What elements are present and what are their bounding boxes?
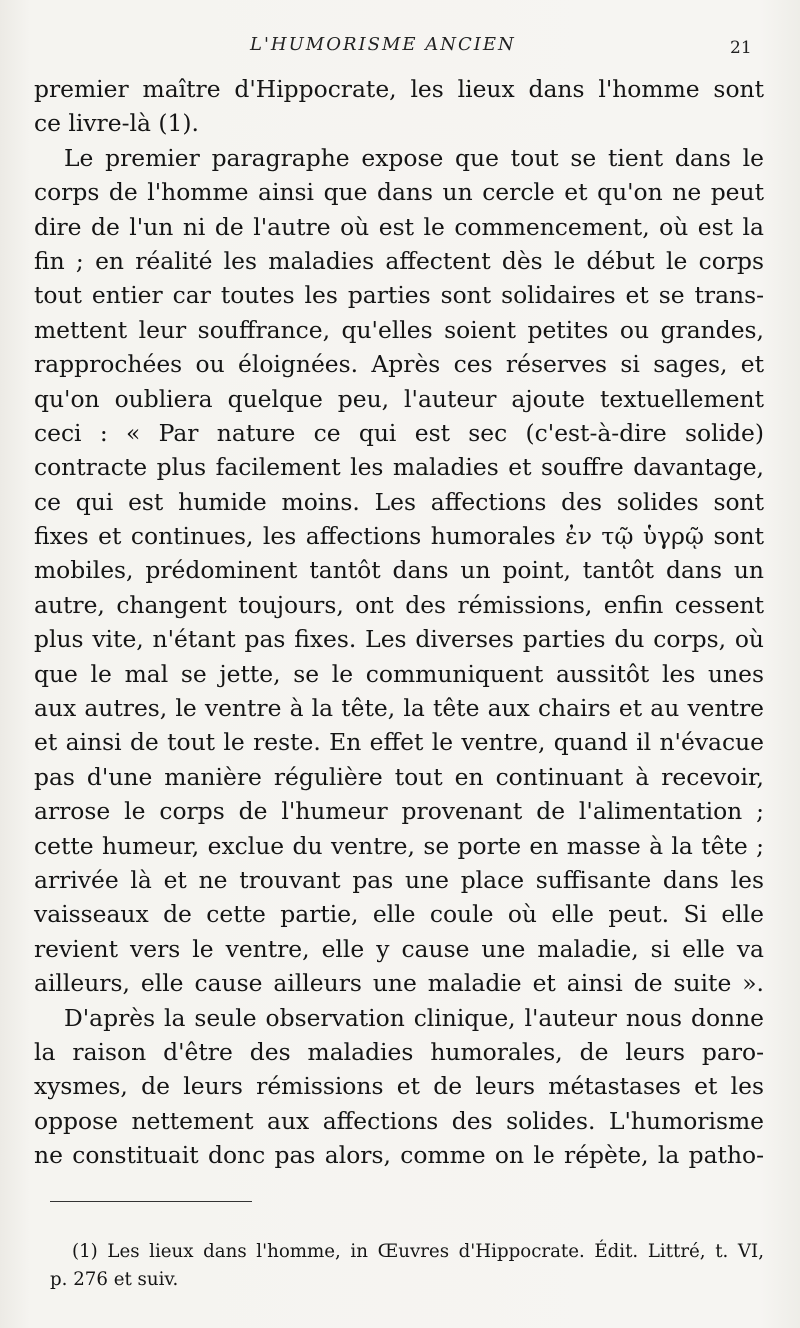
text-line: que le mal se jette, se le communiquent aussitôt les unes (34, 659, 764, 688)
text-line: et ainsi de tout le reste. En effet le ventre, quand il n'évacue (34, 728, 764, 757)
text-line: xysmes, de leurs rémissions et de leurs métastases et les (34, 1072, 764, 1101)
text-line: la raison d'être des maladies humorales, de leurs paro- (34, 1037, 764, 1066)
text-line: arrose le corps de l'humeur provenant de l'alimentation ; (34, 797, 764, 826)
text-line: ceci : « Par nature ce qui est sec (c'est-à-dire solide) (34, 418, 764, 447)
text-line: fixes et continues, les affections humorales ἐν τῷ ὑγρῷ sont (34, 522, 764, 551)
text-line: contracte plus facilement les maladies et souffre davantage, (34, 453, 764, 482)
text-line: tout entier car toutes les parties sont solidaires et se trans- (34, 281, 764, 310)
text-line: Le premier paragraphe expose que tout se tient dans le (64, 143, 764, 172)
text-line: qu'on oubliera quelque peu, l'auteur ajoute textuellement (34, 384, 764, 413)
text-line: revient vers le ventre, elle y cause une maladie, si elle va (34, 934, 764, 963)
footnotes (50, 1238, 764, 1294)
text-line: vaisseaux de cette partie, elle coule où elle peut. Si elle (34, 900, 764, 929)
text-line: arrivée là et ne trouvant pas une place suffisante dans les (34, 865, 764, 894)
text-line: mobiles, prédominent tantôt dans un point, tantôt dans un (34, 556, 764, 585)
page-number: 21 (730, 38, 752, 58)
text-line: ce qui est humide moins. Les affections des solides sont (34, 487, 764, 516)
running-head: L'HUMORISME ANCIEN (250, 34, 516, 55)
text-line: rapprochées ou éloignées. Après ces réserves si sages, et (34, 350, 764, 379)
text-line: premier maître d'Hippocrate, les lieux dans l'homme sont (34, 75, 764, 103)
text-line: pas d'une manière régulière tout en continuant à recevoir, (34, 762, 764, 791)
text-line: mettent leur souffrance, qu'elles soient petites ou grandes, (34, 315, 764, 344)
text-line: D'après la seule observation clinique, l'auteur nous donne (64, 1003, 764, 1032)
text-line: dire de l'un ni de l'autre où est le commencement, où est la (34, 212, 764, 241)
body-text (34, 72, 764, 1173)
footnote-rule (50, 1201, 252, 1202)
text-line: fin ; en réalité les maladies affectent dès le début le corps (34, 246, 764, 275)
footnote-line: (1) Les lieux dans l'homme, in Œuvres d'Hippocrate. Édit. Littré, t. VI, (72, 1241, 764, 1262)
text-line: oppose nettement aux affections des solides. L'humorisme (34, 1106, 764, 1135)
text-line: ne constituait donc pas alors, comme on le répète, la patho- (34, 1141, 764, 1170)
footnote-line: p. 276 et suiv. (50, 1269, 179, 1290)
text-line: ce livre-là (1). (34, 109, 199, 138)
text-line: ailleurs, elle cause ailleurs une maladie et ainsi de suite ». (34, 969, 764, 998)
text-line: aux autres, le ventre à la tête, la tête aux chairs et au ventre (34, 694, 764, 723)
text-line: corps de l'homme ainsi que dans un cercle et qu'on ne peut (34, 178, 764, 207)
text-line: plus vite, n'étant pas fixes. Les diverses parties du corps, où (34, 625, 764, 654)
text-line: autre, changent toujours, ont des rémissions, enfin cessent (34, 590, 764, 619)
text-line: cette humeur, exclue du ventre, se porte en masse à la tête ; (34, 831, 764, 860)
